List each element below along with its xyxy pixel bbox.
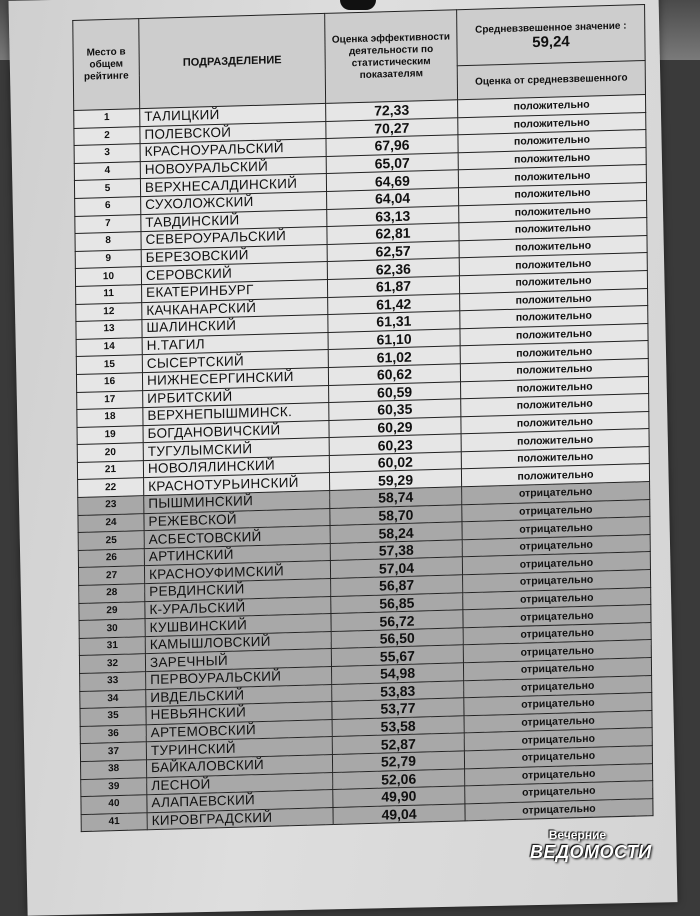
cell-place: 35 [80,707,146,726]
cell-division: АРТЕМОВСКИЙ [146,719,332,742]
cell-division: ИВДЕЛЬСКИЙ [146,684,332,707]
cell-division: НОВОЛЯЛИНСКИЙ [143,455,329,478]
cell-evaluation: положительно [461,394,649,417]
cell-evaluation: положительно [459,270,647,293]
cell-score: 60,62 [328,364,460,385]
cell-evaluation: положительно [458,165,646,188]
cell-evaluation: отрицательно [462,534,650,557]
cell-place: 38 [81,760,147,779]
cell-division: ЗАРЕЧНЫЙ [145,649,331,672]
cell-evaluation: отрицательно [463,587,651,610]
cell-score: 70,27 [326,117,458,138]
header-division: ПОДРАЗДЕЛЕНИЕ [139,13,326,108]
cell-evaluation: положительно [458,147,646,170]
watermark-line2: ВЕДОМОСТИ [530,842,652,862]
cell-place: 5 [74,179,140,198]
cell-score: 67,96 [326,135,458,156]
cell-place: 15 [76,355,142,374]
cell-place: 13 [76,320,142,339]
cell-evaluation: положительно [459,200,647,223]
cell-division: НИЖНЕСЕРГИНСКИЙ [142,367,328,390]
cell-evaluation: положительно [461,411,649,434]
cell-score: 49,04 [333,804,465,825]
cell-score: 61,42 [328,293,460,314]
cell-division: КАЧКАНАРСКИЙ [142,297,328,320]
cell-division: НЕВЬЯНСКИЙ [146,702,332,725]
cell-division: КРАСНОТУРЬИНСКИЙ [144,473,330,496]
cell-evaluation: отрицательно [464,693,652,716]
cell-score: 57,38 [330,540,462,561]
cell-place: 3 [74,144,140,163]
cell-division: ВЕРХНЕСАЛДИНСКИЙ [140,174,326,197]
cell-score: 52,87 [332,733,464,754]
cell-score: 61,02 [328,346,460,367]
cell-division: КИРОВГРАДСКИЙ [147,807,333,830]
cell-score: 52,06 [333,768,465,789]
cell-division: БЕРЕЗОВСКИЙ [141,244,327,267]
cell-evaluation: отрицательно [462,499,650,522]
cell-evaluation: отрицательно [462,517,650,540]
cell-division: ТАЛИЦКИЙ [140,103,326,126]
cell-evaluation: отрицательно [462,552,650,575]
cell-place: 28 [79,584,145,603]
header-place: Место в общем рейтинге [73,19,140,111]
cell-place: 7 [75,214,141,233]
cell-score: 72,33 [326,100,458,121]
rating-table [72,4,653,832]
cell-evaluation: отрицательно [464,710,652,733]
cell-place: 11 [76,285,142,304]
average-label: Средневзвешенное значение : [475,20,627,36]
cell-place: 39 [81,777,147,796]
cell-division: ИРБИТСКИЙ [143,385,329,408]
cell-score: 60,29 [329,416,461,437]
cell-score: 61,31 [328,311,460,332]
cell-evaluation: отрицательно [462,482,650,505]
cell-score: 56,87 [331,575,463,596]
cell-score: 52,79 [332,751,464,772]
cell-division: К-УРАЛЬСКИЙ [145,596,331,619]
cell-score: 60,59 [329,381,461,402]
cell-place: 6 [75,197,141,216]
cell-evaluation: положительно [460,358,648,381]
cell-evaluation: положительно [461,376,649,399]
cell-division: КРАСНОУФИМСКИЙ [144,561,330,584]
cell-evaluation: положительно [460,288,648,311]
cell-score: 58,70 [330,504,462,525]
cell-division: ТУРИНСКИЙ [146,737,332,760]
cell-place: 29 [79,601,145,620]
cell-division: КАМЫШЛОВСКИЙ [145,631,331,654]
cell-division: БАЙКАЛОВСКИЙ [147,754,333,777]
cell-division: СЕВЕРОУРАЛЬСКИЙ [141,227,327,250]
cell-division: ШАЛИНСКИЙ [142,315,328,338]
cell-division: ВЕРХНЕПЫШМИНСК. [143,403,329,426]
cell-division: РЕВДИНСКИЙ [145,579,331,602]
cell-division: РЕЖЕВСКОЙ [144,508,330,531]
cell-score: 62,57 [327,241,459,262]
cell-score: 56,50 [331,628,463,649]
cell-place: 30 [79,619,145,638]
cell-evaluation: отрицательно [465,781,653,804]
cell-evaluation: отрицательно [463,570,651,593]
cell-division: ЛЕСНОЙ [147,772,333,795]
cell-place: 12 [76,302,142,321]
cell-score: 64,04 [327,188,459,209]
cell-score: 61,10 [328,329,460,350]
cell-evaluation: отрицательно [463,605,651,628]
cell-place: 14 [76,337,142,356]
cell-score: 58,74 [330,487,462,508]
cell-evaluation: положительно [459,253,647,276]
cell-evaluation: положительно [458,95,646,118]
cell-evaluation: отрицательно [463,622,651,645]
cell-evaluation: положительно [459,218,647,241]
cell-score: 53,58 [332,716,464,737]
cell-evaluation: отрицательно [465,798,653,821]
cell-place: 4 [74,161,140,180]
cell-place: 25 [78,531,144,550]
cell-division: КУШВИНСКИЙ [145,614,331,637]
cell-place: 16 [76,373,142,392]
cell-score: 56,85 [331,592,463,613]
cell-division: АСБЕСТОВСКИЙ [144,526,330,549]
cell-score: 62,81 [327,223,459,244]
cell-division: СУХОЛОЖСКИЙ [141,191,327,214]
cell-score: 60,02 [329,452,461,473]
cell-score: 56,72 [331,610,463,631]
cell-place: 37 [80,742,146,761]
cell-place: 34 [80,689,146,708]
cell-evaluation: отрицательно [463,658,651,681]
cell-evaluation: положительно [459,235,647,258]
cell-place: 23 [78,496,144,515]
cell-evaluation: положительно [458,182,646,205]
cell-place: 26 [78,549,144,568]
cell-score: 60,35 [329,399,461,420]
average-value: 59,24 [532,32,570,51]
watermark-line1: Вечерние [548,828,606,842]
cell-place: 19 [77,425,143,444]
cell-division: КРАСНОУРАЛЬСКИЙ [140,139,326,162]
cell-place: 1 [74,109,140,128]
header-score: Оценка эффективности деятельности по статистическим показателям [325,10,458,104]
cell-division: ПЫШМИНСКИЙ [144,491,330,514]
table-body [74,95,653,832]
cell-evaluation: положительно [461,446,649,469]
cell-evaluation: положительно [460,341,648,364]
cell-evaluation: отрицательно [464,728,652,751]
cell-place: 31 [79,637,145,656]
cell-score: 61,87 [327,276,459,297]
cell-place: 20 [77,443,143,462]
cell-place: 17 [77,390,143,409]
cell-place: 18 [77,408,143,427]
cell-place: 21 [77,461,143,480]
cell-place: 10 [75,267,141,286]
cell-place: 41 [81,812,147,831]
header-evaluation: Оценка от средневзвешенного [457,61,645,100]
cell-place: 32 [79,654,145,673]
cell-place: 36 [80,724,146,743]
cell-score: 55,67 [331,645,463,666]
cell-division: ТУГУЛЫМСКИЙ [143,438,329,461]
cell-score: 53,77 [332,698,464,719]
cell-evaluation: положительно [458,112,646,135]
cell-score: 53,83 [332,680,464,701]
cell-score: 54,98 [332,663,464,684]
cell-division: Н.ТАГИЛ [142,332,328,355]
cell-place: 40 [81,795,147,814]
cell-place: 24 [78,513,144,532]
cell-evaluation: отрицательно [465,763,653,786]
cell-place: 9 [75,249,141,268]
cell-score: 62,36 [327,258,459,279]
cell-division: ПОЛЕВСКОЙ [140,121,326,144]
cell-evaluation: отрицательно [463,640,651,663]
cell-division: БОГДАНОВИЧСКИЙ [143,420,329,443]
cell-evaluation: положительно [461,464,649,487]
cell-place: 22 [78,478,144,497]
cell-score: 57,04 [330,557,462,578]
cell-evaluation: положительно [460,323,648,346]
cell-score: 49,90 [333,786,465,807]
cell-division: ТАВДИНСКИЙ [141,209,327,232]
cell-evaluation: отрицательно [464,675,652,698]
cell-evaluation: положительно [461,429,649,452]
watermark-logo [530,828,652,876]
cell-score: 58,24 [330,522,462,543]
cell-place: 2 [74,126,140,145]
cell-place: 33 [80,672,146,691]
cell-division: ПЕРВОУРАЛЬСКИЙ [146,667,332,690]
cell-division: АРТИНСКИЙ [144,543,330,566]
cell-evaluation: положительно [460,306,648,329]
cell-division: СЫСЕРТСКИЙ [142,350,328,373]
cell-division: АЛАПАЕВСКИЙ [147,790,333,813]
cell-score: 63,13 [327,205,459,226]
cell-evaluation: отрицательно [464,746,652,769]
cell-division: ЕКАТЕРИНБУРГ [142,279,328,302]
header-average [457,5,646,66]
cell-score: 60,23 [329,434,461,455]
cell-place: 27 [79,566,145,585]
cell-score: 65,07 [326,153,458,174]
cell-score: 64,69 [326,170,458,191]
cell-evaluation: положительно [458,130,646,153]
cell-score: 59,29 [329,469,461,490]
cell-division: СЕРОВСКИЙ [141,262,327,285]
cell-place: 8 [75,232,141,251]
cell-division: НОВОУРАЛЬСКИЙ [140,156,326,179]
